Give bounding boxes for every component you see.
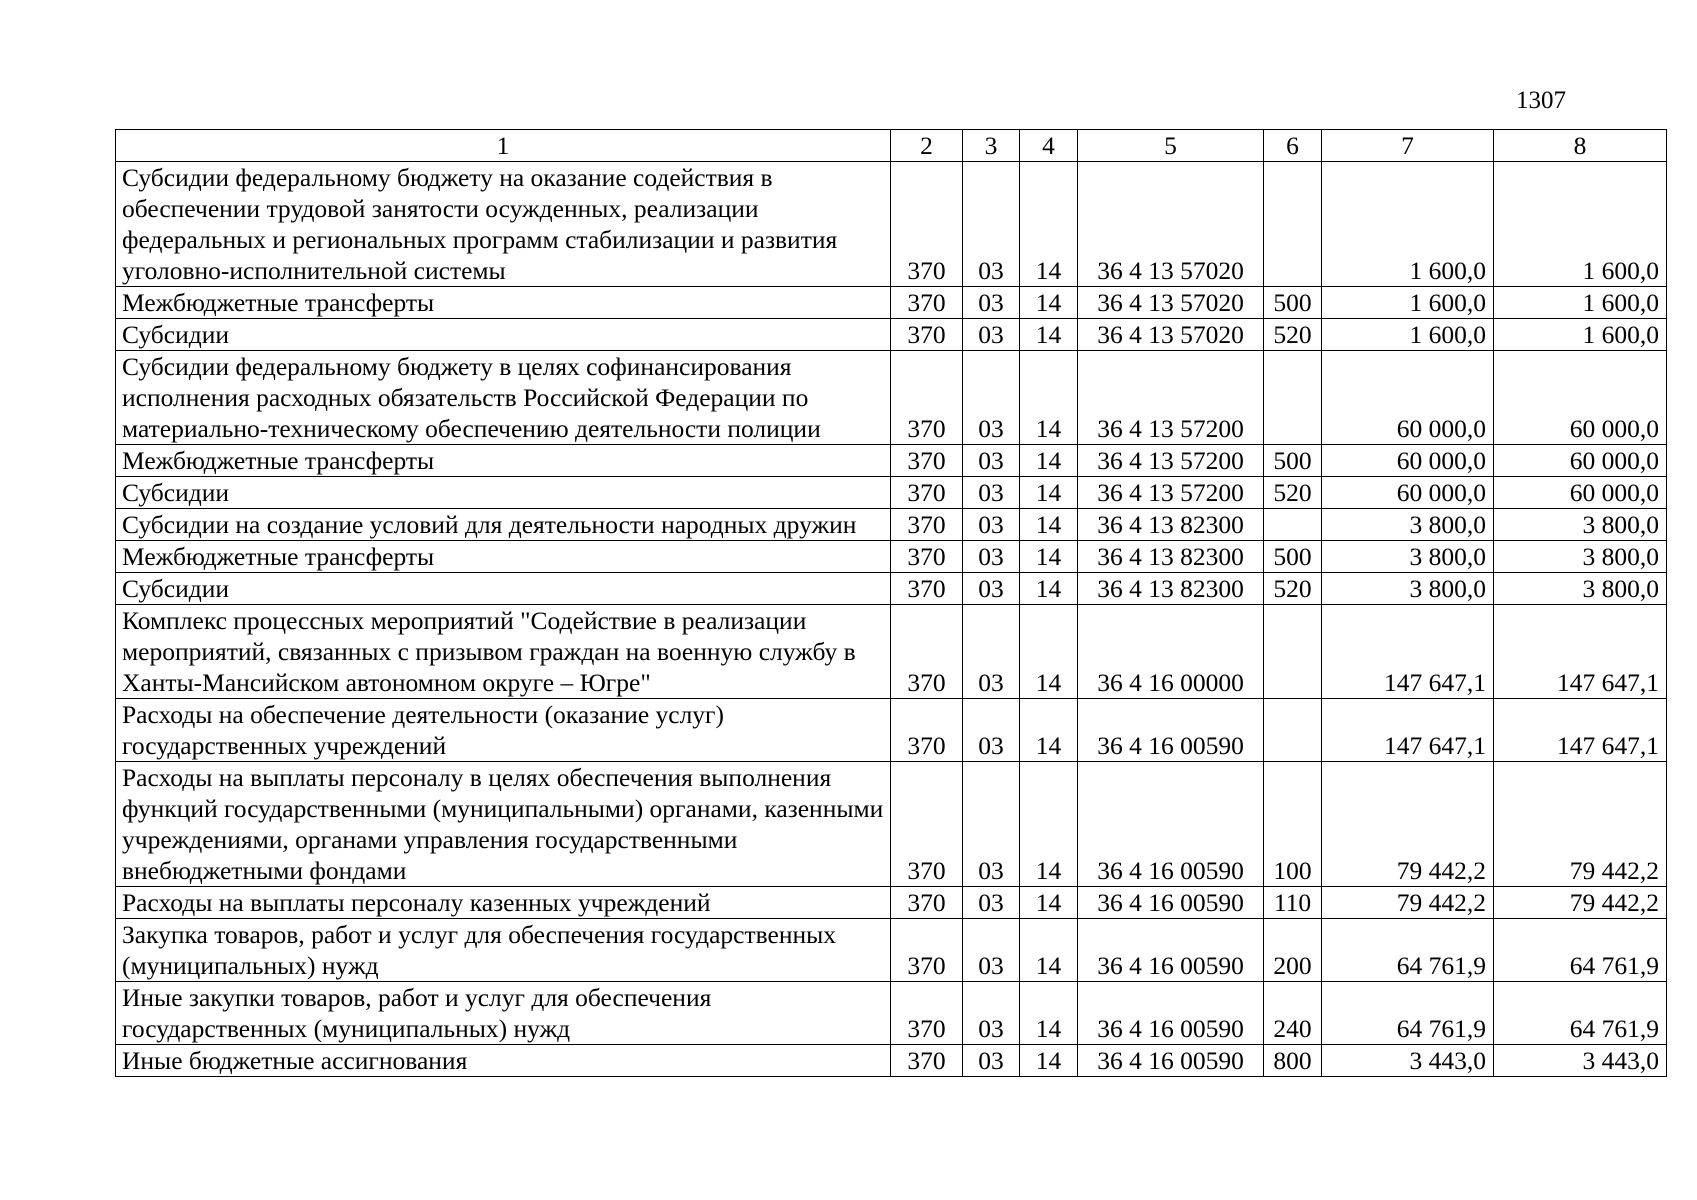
subsection-code-cell: 14	[1020, 573, 1078, 605]
ministry-code-cell: 370	[891, 919, 963, 982]
page-number: 1307	[1516, 87, 1566, 114]
section-code-cell: 03	[963, 1045, 1020, 1077]
table-row	[116, 287, 1667, 319]
expense-type-cell: 520	[1264, 477, 1322, 509]
column-header: 3	[963, 130, 1020, 162]
ministry-code-cell: 370	[891, 162, 963, 287]
item-name-cell: Межбюджетные трансферты	[116, 445, 891, 477]
item-name-cell: Расходы на выплаты персоналу в целях обеспечения выполнения функций государственными (муниципальными) органами, казенными учреждениями, органами управления государственными внебюджетными фондами	[116, 762, 891, 887]
ministry-code-cell: 370	[891, 319, 963, 351]
subsection-code-cell: 14	[1020, 699, 1078, 762]
subsection-code-cell: 14	[1020, 445, 1078, 477]
amount-cell: 3 800,0	[1494, 573, 1667, 605]
budget-table	[115, 129, 1667, 1077]
subsection-code-cell: 14	[1020, 162, 1078, 287]
amount-cell: 79 442,2	[1494, 887, 1667, 919]
subsection-code-cell: 14	[1020, 351, 1078, 445]
column-header: 2	[891, 130, 963, 162]
subsection-code-cell: 14	[1020, 919, 1078, 982]
expense-type-cell: 800	[1264, 1045, 1322, 1077]
section-code-cell: 03	[963, 477, 1020, 509]
table-row	[116, 887, 1667, 919]
target-article-cell: 36 4 16 00000	[1078, 605, 1264, 699]
expense-type-cell: 100	[1264, 762, 1322, 887]
expense-type-cell	[1264, 699, 1322, 762]
target-article-cell: 36 4 13 57200	[1078, 477, 1264, 509]
ministry-code-cell: 370	[891, 573, 963, 605]
target-article-cell: 36 4 16 00590	[1078, 762, 1264, 887]
amount-cell: 3 800,0	[1322, 573, 1494, 605]
amount-cell: 147 647,1	[1494, 699, 1667, 762]
amount-cell: 1 600,0	[1322, 287, 1494, 319]
item-name-cell: Субсидии	[116, 573, 891, 605]
amount-cell: 3 800,0	[1322, 541, 1494, 573]
item-name-cell: Закупка товаров, работ и услуг для обеспечения государственных (муниципальных) нужд	[116, 919, 891, 982]
target-article-cell: 36 4 16 00590	[1078, 919, 1264, 982]
target-article-cell: 36 4 13 57200	[1078, 445, 1264, 477]
amount-cell: 3 800,0	[1494, 541, 1667, 573]
section-code-cell: 03	[963, 887, 1020, 919]
table-row	[116, 351, 1667, 445]
target-article-cell: 36 4 16 00590	[1078, 699, 1264, 762]
table-row	[116, 445, 1667, 477]
subsection-code-cell: 14	[1020, 541, 1078, 573]
table-row	[116, 982, 1667, 1045]
amount-cell: 64 761,9	[1494, 982, 1667, 1045]
amount-cell: 60 000,0	[1494, 351, 1667, 445]
amount-cell: 64 761,9	[1322, 919, 1494, 982]
item-name-cell: Субсидии	[116, 477, 891, 509]
section-code-cell: 03	[963, 287, 1020, 319]
amount-cell: 60 000,0	[1322, 351, 1494, 445]
table-row	[116, 477, 1667, 509]
item-name-cell: Межбюджетные трансферты	[116, 287, 891, 319]
subsection-code-cell: 14	[1020, 1045, 1078, 1077]
subsection-code-cell: 14	[1020, 477, 1078, 509]
ministry-code-cell: 370	[891, 509, 963, 541]
target-article-cell: 36 4 16 00590	[1078, 887, 1264, 919]
expense-type-cell: 200	[1264, 919, 1322, 982]
expense-type-cell: 500	[1264, 541, 1322, 573]
table-row	[116, 162, 1667, 287]
amount-cell: 1 600,0	[1494, 319, 1667, 351]
table-row	[116, 919, 1667, 982]
amount-cell: 1 600,0	[1322, 319, 1494, 351]
ministry-code-cell: 370	[891, 541, 963, 573]
expense-type-cell: 500	[1264, 445, 1322, 477]
amount-cell: 60 000,0	[1322, 445, 1494, 477]
table-row	[116, 762, 1667, 887]
amount-cell: 147 647,1	[1494, 605, 1667, 699]
table-row	[116, 541, 1667, 573]
ministry-code-cell: 370	[891, 1045, 963, 1077]
section-code-cell: 03	[963, 762, 1020, 887]
section-code-cell: 03	[963, 319, 1020, 351]
column-header: 7	[1322, 130, 1494, 162]
ministry-code-cell: 370	[891, 887, 963, 919]
amount-cell: 1 600,0	[1494, 162, 1667, 287]
amount-cell: 60 000,0	[1322, 477, 1494, 509]
expense-type-cell: 520	[1264, 573, 1322, 605]
expense-type-cell: 500	[1264, 287, 1322, 319]
amount-cell: 3 800,0	[1322, 509, 1494, 541]
section-code-cell: 03	[963, 509, 1020, 541]
table-header-row	[116, 130, 1667, 162]
item-name-cell: Комплекс процессных мероприятий "Содействие в реализации мероприятий, связанных с призывом граждан на военную службу в Ханты-Мансийском автономном округе – Югре"	[116, 605, 891, 699]
target-article-cell: 36 4 13 57020	[1078, 287, 1264, 319]
ministry-code-cell: 370	[891, 477, 963, 509]
ministry-code-cell: 370	[891, 762, 963, 887]
item-name-cell: Субсидии федеральному бюджету в целях софинансирования исполнения расходных обязательств Российской Федерации по материально-техническому обеспечению деятельности полиции	[116, 351, 891, 445]
item-name-cell: Иные закупки товаров, работ и услуг для обеспечения государственных (муниципальных) нужд	[116, 982, 891, 1045]
item-name-cell: Субсидии федеральному бюджету на оказание содействия в обеспечении трудовой занятости осужденных, реализации федеральных и региональных программ стабилизации и развития уголовно-исполнительной системы	[116, 162, 891, 287]
expense-type-cell	[1264, 351, 1322, 445]
amount-cell: 64 761,9	[1322, 982, 1494, 1045]
section-code-cell: 03	[963, 573, 1020, 605]
amount-cell: 3 443,0	[1322, 1045, 1494, 1077]
subsection-code-cell: 14	[1020, 319, 1078, 351]
expense-type-cell: 520	[1264, 319, 1322, 351]
amount-cell: 60 000,0	[1494, 445, 1667, 477]
table-row	[116, 605, 1667, 699]
amount-cell: 147 647,1	[1322, 699, 1494, 762]
expense-type-cell	[1264, 509, 1322, 541]
target-article-cell: 36 4 13 82300	[1078, 509, 1264, 541]
ministry-code-cell: 370	[891, 445, 963, 477]
amount-cell: 64 761,9	[1494, 919, 1667, 982]
amount-cell: 79 442,2	[1494, 762, 1667, 887]
ministry-code-cell: 370	[891, 605, 963, 699]
subsection-code-cell: 14	[1020, 887, 1078, 919]
target-article-cell: 36 4 13 57020	[1078, 162, 1264, 287]
column-header: 4	[1020, 130, 1078, 162]
target-article-cell: 36 4 13 82300	[1078, 541, 1264, 573]
amount-cell: 3 443,0	[1494, 1045, 1667, 1077]
subsection-code-cell: 14	[1020, 762, 1078, 887]
target-article-cell: 36 4 13 57200	[1078, 351, 1264, 445]
target-article-cell: 36 4 13 82300	[1078, 573, 1264, 605]
amount-cell: 60 000,0	[1494, 477, 1667, 509]
section-code-cell: 03	[963, 605, 1020, 699]
item-name-cell: Расходы на выплаты персоналу казенных учреждений	[116, 887, 891, 919]
table-row	[116, 1045, 1667, 1077]
section-code-cell: 03	[963, 351, 1020, 445]
item-name-cell: Субсидии	[116, 319, 891, 351]
column-header: 6	[1264, 130, 1322, 162]
table-row	[116, 699, 1667, 762]
section-code-cell: 03	[963, 919, 1020, 982]
item-name-cell: Межбюджетные трансферты	[116, 541, 891, 573]
amount-cell: 1 600,0	[1322, 162, 1494, 287]
amount-cell: 1 600,0	[1494, 287, 1667, 319]
expense-type-cell: 240	[1264, 982, 1322, 1045]
subsection-code-cell: 14	[1020, 287, 1078, 319]
table-row	[116, 573, 1667, 605]
ministry-code-cell: 370	[891, 287, 963, 319]
target-article-cell: 36 4 16 00590	[1078, 982, 1264, 1045]
item-name-cell: Субсидии на создание условий для деятельности народных дружин	[116, 509, 891, 541]
amount-cell: 79 442,2	[1322, 762, 1494, 887]
subsection-code-cell: 14	[1020, 509, 1078, 541]
ministry-code-cell: 370	[891, 351, 963, 445]
table-row	[116, 509, 1667, 541]
amount-cell: 3 800,0	[1494, 509, 1667, 541]
section-code-cell: 03	[963, 982, 1020, 1045]
expense-type-cell	[1264, 605, 1322, 699]
target-article-cell: 36 4 13 57020	[1078, 319, 1264, 351]
item-name-cell: Иные бюджетные ассигнования	[116, 1045, 891, 1077]
table-row	[116, 319, 1667, 351]
expense-type-cell	[1264, 162, 1322, 287]
subsection-code-cell: 14	[1020, 982, 1078, 1045]
item-name-cell: Расходы на обеспечение деятельности (оказание услуг) государственных учреждений	[116, 699, 891, 762]
target-article-cell: 36 4 16 00590	[1078, 1045, 1264, 1077]
section-code-cell: 03	[963, 541, 1020, 573]
section-code-cell: 03	[963, 699, 1020, 762]
section-code-cell: 03	[963, 445, 1020, 477]
column-header: 8	[1494, 130, 1667, 162]
column-header: 1	[116, 130, 891, 162]
ministry-code-cell: 370	[891, 699, 963, 762]
column-header: 5	[1078, 130, 1264, 162]
ministry-code-cell: 370	[891, 982, 963, 1045]
subsection-code-cell: 14	[1020, 605, 1078, 699]
amount-cell: 147 647,1	[1322, 605, 1494, 699]
section-code-cell: 03	[963, 162, 1020, 287]
amount-cell: 79 442,2	[1322, 887, 1494, 919]
expense-type-cell: 110	[1264, 887, 1322, 919]
